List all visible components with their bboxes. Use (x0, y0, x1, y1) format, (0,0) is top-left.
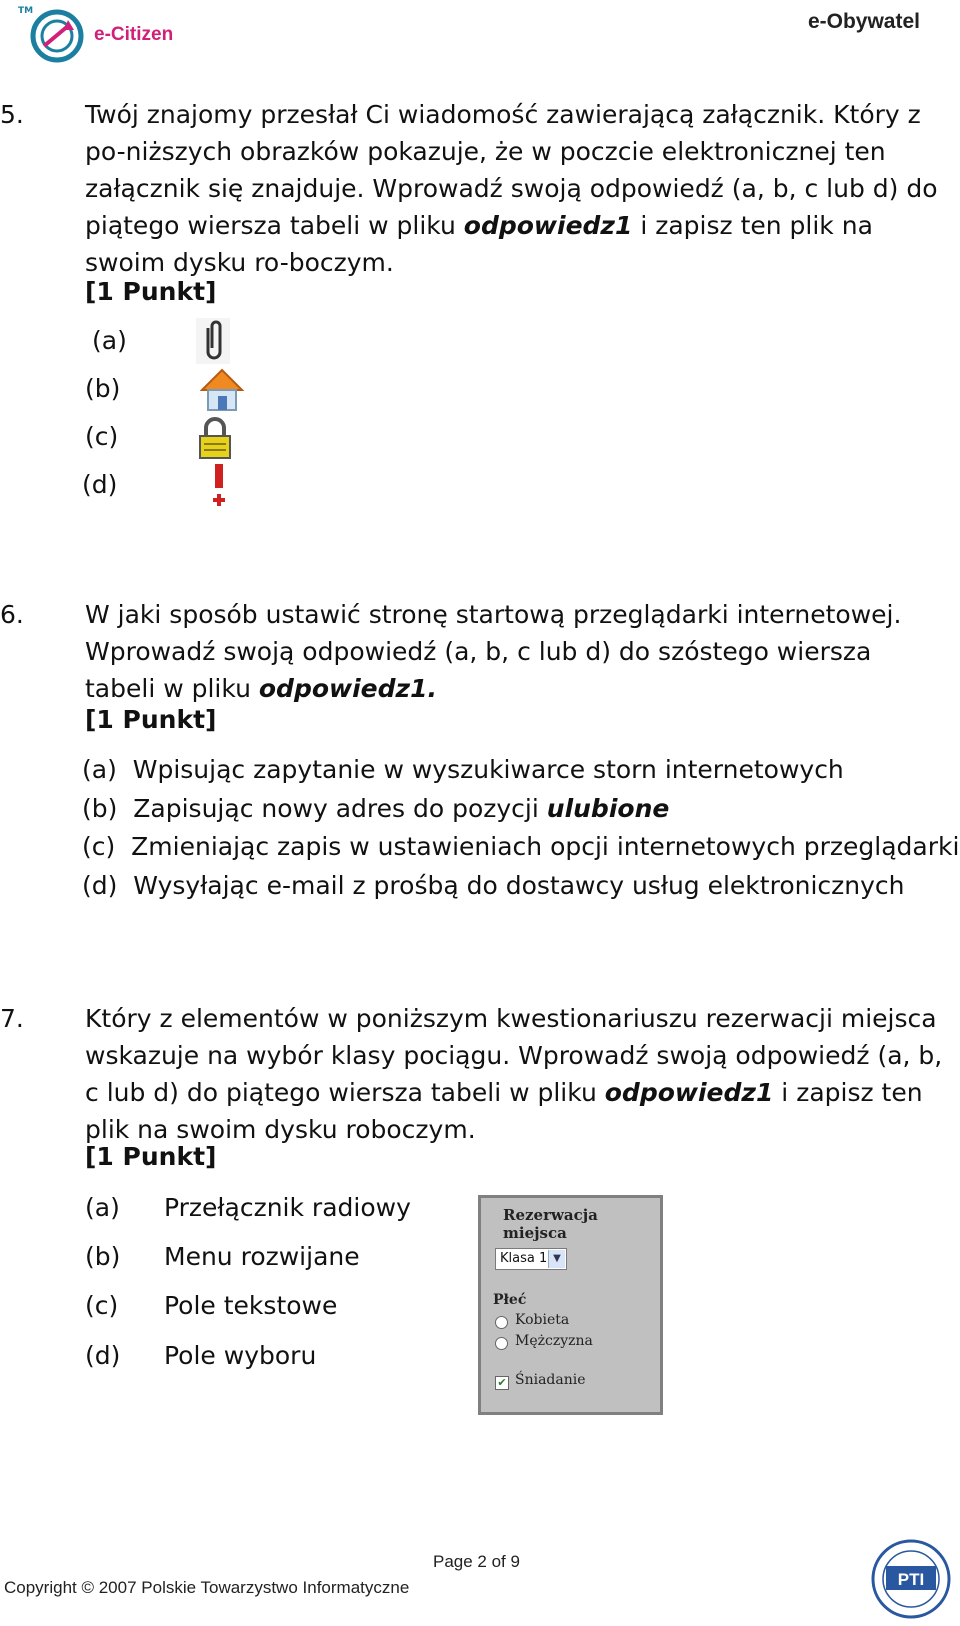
option-b-text: Menu rozwijane (164, 1242, 360, 1271)
reservation-form-screenshot (478, 1195, 663, 1415)
option-d-text: Pole wyboru (164, 1341, 317, 1370)
breakfast-checkbox-label: Śniadanie (515, 1372, 586, 1388)
option-letter: (d) (82, 871, 118, 900)
home-icon (198, 366, 246, 412)
question-text (85, 596, 945, 707)
option-c-letter: (c) (85, 1291, 119, 1320)
exclamation-icon (212, 464, 226, 506)
option-letter: (a) (82, 755, 117, 784)
option-d (82, 871, 905, 901)
gender-label: Płeć (493, 1292, 527, 1308)
pti-seal-icon (870, 1538, 952, 1620)
answer-file-name: odpowiedz1 (463, 211, 633, 240)
option-text: Zmieniając zapis w ustawieniach opcji internetowych przeglądarki (131, 832, 960, 861)
option-a (82, 755, 844, 785)
lock-icon (198, 416, 232, 460)
breakfast-checkbox[interactable]: ✔ (495, 1376, 509, 1390)
option-a-text: Przełącznik radiowy (164, 1193, 411, 1222)
radio-mezczyzna[interactable] (495, 1337, 508, 1350)
option-b-letter: (b) (85, 374, 121, 403)
question-text-part: i zapisz ten plik na swoim dysku ro-boczym. (85, 211, 873, 277)
question-text (85, 96, 945, 281)
option-c (82, 832, 959, 862)
copyright: Copyright © 2007 Polskie Towarzystwo Informatyczne (4, 1578, 410, 1597)
radio-mezczyzna-label: Mężczyzna (515, 1333, 593, 1349)
option-letter: (c) (82, 832, 116, 861)
chevron-down-icon[interactable]: ▼ (548, 1250, 565, 1268)
option-a-letter: (a) (92, 326, 127, 355)
question-text-part: i zapisz ten plik na swoim dysku roboczym. (85, 1078, 923, 1144)
logo-text: e-Citizen (94, 24, 174, 45)
option-c-text: Pole tekstowe (164, 1291, 338, 1320)
option-a-letter: (a) (85, 1193, 120, 1222)
question-text-part: Twój znajomy przesłał Ci wiadomość zawierającą załącznik. Który z po-niższych obrazków pokazuje, że w poczcie elektronicznej ten załącznik się znajduje. Wprowadź swoją odpowiedź (a, b, c lub d) do piątego wiersza tabeli w pliku (85, 100, 938, 240)
question-text (85, 1000, 945, 1148)
question-number: 6. (0, 600, 24, 629)
seal-text: PTI (897, 1570, 925, 1589)
option-text: Wysyłając e-mail z prośbą do dostawcy usług elektronicznych (133, 871, 905, 900)
answer-file-name: odpowiedz1 (604, 1078, 774, 1107)
question-text-part: W jaki sposób ustawić stronę startową przeglądarki internetowej. Wprowadź swoją odpowiedź (a, b, c lub d) do szóstego wiersza tabeli w pliku (85, 600, 902, 703)
answer-file-name: odpowiedz1. (258, 674, 437, 703)
points-label: [1 Punkt] (85, 705, 217, 734)
option-d-letter: (d) (82, 470, 118, 499)
option-text: Wpisując zapytanie w wyszukiwarce storn internetowych (132, 755, 844, 784)
points-label: [1 Punkt] (85, 277, 217, 306)
question-number: 5. (0, 100, 24, 129)
class-select-value: Klasa 1 (500, 1251, 548, 1266)
option-b (82, 794, 669, 824)
header-title: e-Obywatel (807, 10, 920, 33)
option-c-letter: (c) (85, 422, 119, 451)
logo-tm: TM (18, 6, 34, 16)
form-title: Rezerwacja miejsca (503, 1206, 598, 1242)
option-b-letter: (b) (85, 1242, 121, 1271)
question-number: 7. (0, 1004, 24, 1033)
points-label: [1 Punkt] (85, 1142, 217, 1171)
option-text: Zapisując nowy adres do pozycji (133, 794, 547, 823)
option-text-emphasis: ulubione (546, 794, 670, 823)
question-text-part: Który z elementów w poniższym kwestionariuszu rezerwacji miejsca wskazuje na wybór klasy pociągu. Wprowadź swoją odpowiedź (a, b, c lub d) do piątego wiersza tabeli w pliku (85, 1004, 943, 1107)
paperclip-icon (196, 318, 230, 364)
option-letter: (b) (82, 794, 118, 823)
radio-kobieta[interactable] (495, 1316, 508, 1329)
option-d-letter: (d) (85, 1341, 121, 1370)
radio-kobieta-label: Kobieta (515, 1312, 570, 1328)
page-number: Page 2 of 9 (433, 1552, 520, 1571)
class-select[interactable] (495, 1248, 567, 1270)
